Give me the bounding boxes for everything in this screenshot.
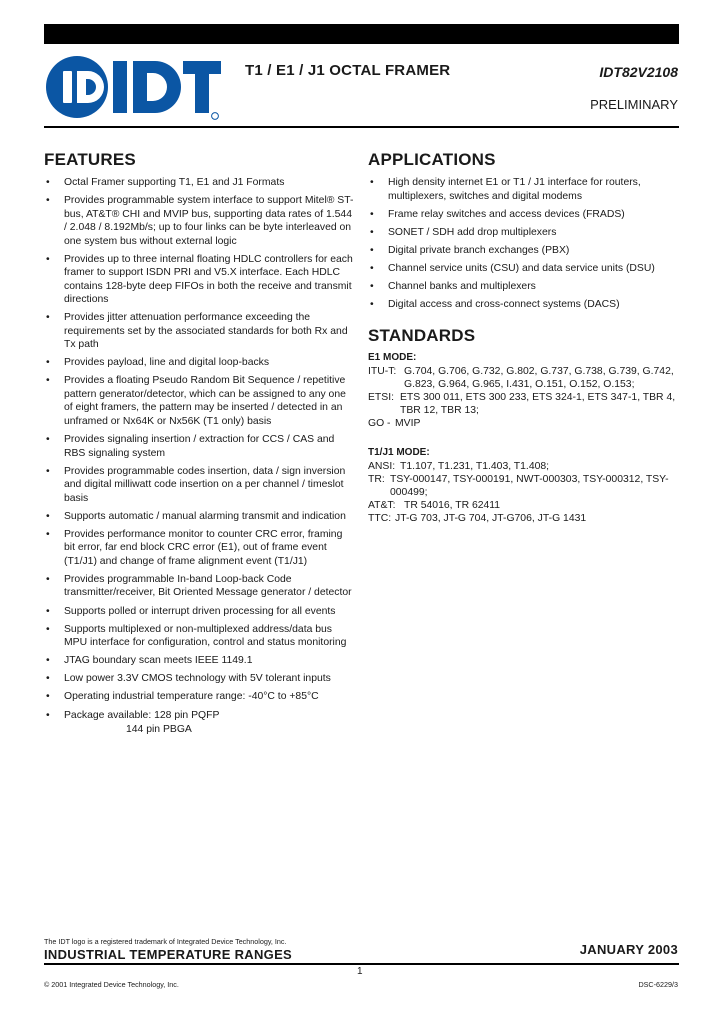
e1-mode-heading: E1 MODE: bbox=[368, 351, 417, 363]
standard-value: ETS 300 011, ETS 300 233, ETS 324-1, ETS 347-1, TBR 4, TBR 12, TBR 13; bbox=[400, 391, 676, 417]
feature-item: • Provides programmable system interface to support Mitel® ST-bus, AT&T® CHI and MVIP bus, supporting data rates of 1.544 / 2.048 / 8.192Mb/s; up to four links can be byte interleaved on one system bus without external logic bbox=[44, 194, 354, 248]
temperature-range-label: INDUSTRIAL TEMPERATURE RANGES bbox=[44, 947, 293, 962]
standard-value: TR 54016, TR 62411 bbox=[404, 500, 501, 512]
feature-item: • Supports multiplexed or non-multiplexed address/data bus MPU interface for configuration, control and status monitoring bbox=[44, 623, 354, 650]
footer-rule bbox=[44, 963, 679, 965]
applications-heading: APPLICATIONS bbox=[368, 150, 496, 169]
features-column bbox=[44, 150, 354, 736]
standard-label: TTC: bbox=[368, 513, 392, 525]
application-item: • Channel service units (CSU) and data service units (DSU) bbox=[368, 262, 680, 276]
header-rule bbox=[44, 126, 679, 128]
feature-item: • Provides a floating Pseudo Random Bit Sequence / repetitive pattern generator/detector, which can be assigned to any one of eight framers, the pattern may be inserted / detected in an unframed or Nx64K or Nx56K (T1 only) basis bbox=[44, 374, 354, 428]
feature-item: • Supports polled or interrupt driven processing for all events bbox=[44, 605, 354, 619]
feature-item: • Package available: 128 pin PQFP bbox=[44, 709, 354, 723]
standard-row bbox=[368, 499, 680, 512]
standard-value: T1.107, T1.231, T1.403, T1.408; bbox=[400, 460, 550, 472]
standard-label: GO - bbox=[368, 418, 391, 430]
feature-item: • Low power 3.3V CMOS technology with 5V tolerant inputs bbox=[44, 672, 354, 686]
standard-value: G.704, G.706, G.732, G.802, G.737, G.738, G.739, G.742, G.823, G.964, G.965, I.431, O.151, O.152, O.153; bbox=[404, 365, 674, 390]
feature-item: • Supports automatic / manual alarming transmit and indication bbox=[44, 510, 354, 524]
document-date: JANUARY 2003 bbox=[579, 942, 678, 957]
feature-item: • Provides programmable In-band Loop-back Code transmitter/receiver, Bit Oriented Message generator / detector bbox=[44, 573, 354, 600]
application-item: • Digital access and cross-connect systems (DACS) bbox=[368, 298, 680, 312]
standard-row bbox=[368, 473, 680, 499]
standard-row bbox=[368, 417, 680, 430]
feature-item: • Octal Framer supporting T1, E1 and J1 Formats bbox=[44, 176, 354, 190]
standard-label: ANSI: bbox=[368, 460, 396, 472]
idt-logo bbox=[43, 53, 223, 121]
application-item: • Digital private branch exchanges (PBX) bbox=[368, 244, 680, 258]
features-heading: FEATURES bbox=[44, 150, 136, 169]
trademark-notice: The IDT logo is a registered trademark of Integrated Device Technology, Inc. bbox=[44, 937, 287, 946]
page-number: 1 bbox=[357, 966, 363, 977]
right-column bbox=[368, 150, 680, 526]
standard-value: MVIP bbox=[395, 418, 421, 430]
standard-label: TR: bbox=[368, 473, 385, 485]
t1-j1-mode-heading: T1/J1 MODE: bbox=[368, 446, 430, 458]
feature-item: • Provides jitter attenuation performance exceeding the requirements set by the associated standards for both Rx and Tx path bbox=[44, 311, 354, 352]
feature-item: • Provides signaling insertion / extraction for CCS / CAS and RBS signaling system bbox=[44, 433, 354, 460]
standards-heading: STANDARDS bbox=[368, 325, 476, 345]
application-item: • Channel banks and multiplexers bbox=[368, 280, 680, 294]
document-status: PRELIMINARY bbox=[590, 97, 678, 112]
feature-item: • Operating industrial temperature range: -40°C to +85°C bbox=[44, 690, 354, 704]
standard-value: TSY-000147, TSY-000191, NWT-000303, TSY-000312, TSY-000499; bbox=[390, 473, 669, 498]
application-item: • Frame relay switches and access devices (FRADS) bbox=[368, 208, 680, 222]
application-item: • High density internet E1 or T1 / J1 interface for routers, multiplexers, switches and digital modems bbox=[368, 176, 680, 203]
feature-item: • Provides performance monitor to counter CRC error, framing bit error, far end block CRC error (E1), out of frame event (T1/J1) and change of frame alignment event (T1/J1) bbox=[44, 528, 354, 569]
standard-row bbox=[368, 365, 680, 391]
standard-value: JT-G 703, JT-G 704, JT-G706, JT-G 1431 bbox=[395, 513, 587, 525]
top-black-bar bbox=[44, 24, 679, 44]
applications-list bbox=[368, 176, 680, 312]
features-list bbox=[44, 176, 354, 722]
feature-item: • Provides programmable codes insertion, data / sign inversion and digital milliwatt code insertion on a per channel / timeslot basis bbox=[44, 465, 354, 506]
part-number: IDT82V2108 bbox=[599, 64, 678, 80]
package-option-pbga: 144 pin PBGA bbox=[126, 723, 192, 735]
standard-label: ITU-T: bbox=[368, 365, 397, 377]
feature-item: • JTAG boundary scan meets IEEE 1149.1 bbox=[44, 654, 354, 668]
copyright: © 2001 Integrated Device Technology, Inc. bbox=[44, 980, 179, 989]
feature-item: • Provides payload, line and digital loop-backs bbox=[44, 356, 354, 370]
standard-row bbox=[368, 512, 680, 525]
standard-label: ETSI: bbox=[368, 391, 394, 403]
standard-row bbox=[368, 391, 680, 417]
standard-label: AT&T: bbox=[368, 500, 396, 512]
document-code: DSC-6229/3 bbox=[638, 980, 678, 989]
standard-row bbox=[368, 460, 680, 473]
application-item: • SONET / SDH add drop multiplexers bbox=[368, 226, 680, 240]
document-title: T1 / E1 / J1 OCTAL FRAMER bbox=[245, 62, 451, 79]
feature-item: • Provides up to three internal floating HDLC controllers for each framer to support ISDN PRI and V5.X interface. Each HDLC contains 128-byte deep FIFOs in both the receive and transmit directions bbox=[44, 253, 354, 307]
